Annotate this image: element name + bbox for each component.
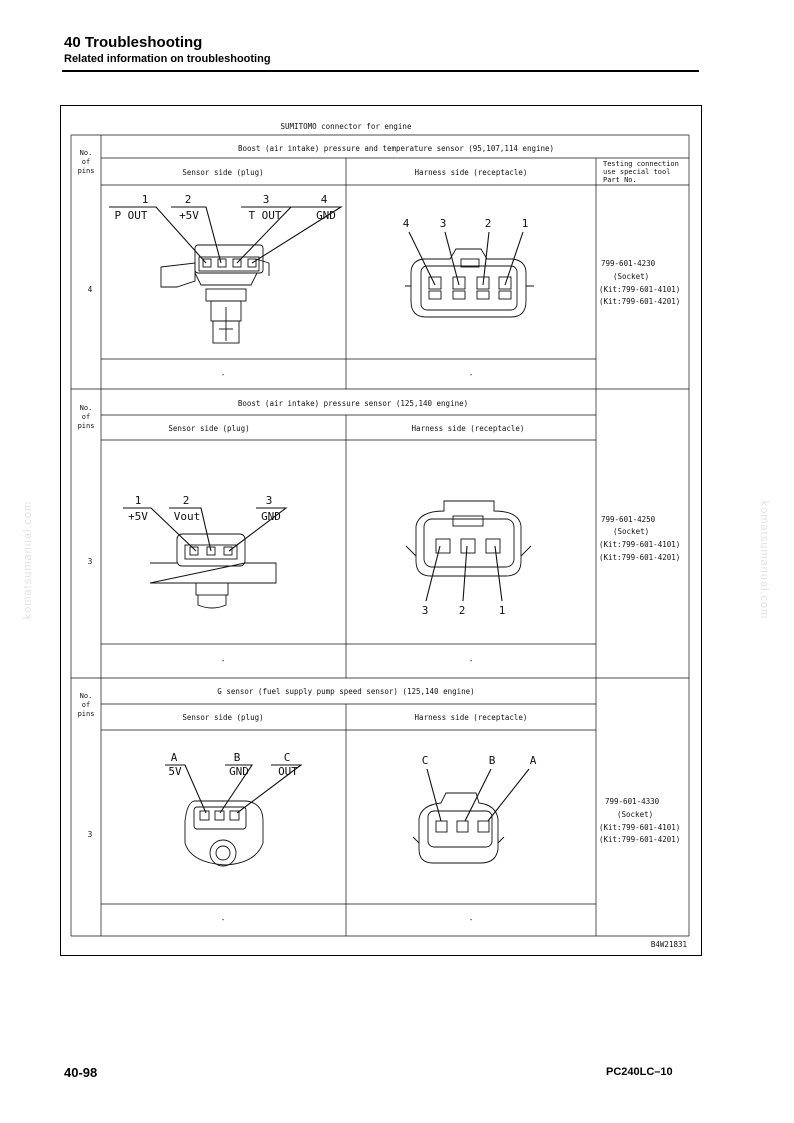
connector-drawing	[61, 106, 701, 955]
section-2-sensor-note: -	[220, 656, 226, 665]
section-2-receptacle-drawing	[406, 501, 531, 617]
section-1-headers	[78, 144, 679, 184]
col-no-pins-1: No.	[79, 149, 93, 157]
plug-label: OUT	[278, 765, 298, 778]
plug-number: A	[170, 751, 178, 764]
part-number: 799-601-4230	[601, 259, 656, 268]
col-testing-3: Part No.	[603, 176, 637, 184]
col-testing-2: use special tool	[603, 168, 671, 176]
page-number: 40-98	[64, 1065, 98, 1080]
plug-label: GND	[261, 510, 281, 523]
col-no-pins-1: No.	[79, 692, 93, 700]
section-2-part-numbers	[599, 515, 680, 562]
plug-number: 2	[182, 494, 190, 507]
section-2-headers	[78, 399, 525, 433]
part-number: 799-601-4250	[601, 515, 656, 524]
chapter-title: 40 Troubleshooting	[64, 34, 203, 51]
col-testing-1: Testing connection	[603, 160, 679, 168]
section-3-plug-drawing	[165, 751, 301, 866]
receptacle-number: A	[529, 754, 537, 767]
section-3-receptacle-drawing	[413, 754, 537, 863]
receptacle-number: 2	[458, 604, 466, 617]
plug-number: B	[233, 751, 241, 764]
plug-label: Vout	[173, 510, 201, 523]
plug-label: P OUT	[114, 209, 148, 222]
receptacle-number: 4	[402, 217, 410, 230]
plug-label: GND	[229, 765, 249, 778]
section-subtitle: Related information on troubleshooting	[64, 53, 271, 65]
plug-number: 3	[265, 494, 273, 507]
plug-number: 3	[262, 193, 270, 206]
section-3-harness-side: Harness side (receptacle)	[414, 713, 528, 722]
part-number: (Kit:799-601-4201)	[599, 553, 681, 562]
section-2-sensor-side: Sensor side (plug)	[168, 424, 250, 433]
plug-label: T OUT	[248, 209, 282, 222]
part-number: (Kit:799-601-4201)	[599, 297, 681, 306]
model-name: PC240LC–10	[606, 1066, 673, 1078]
part-number: (Kit:799-601-4101)	[599, 823, 681, 832]
section-2-pin-count: 3	[87, 557, 93, 566]
plug-number: 4	[320, 193, 328, 206]
plug-number: C	[283, 751, 291, 764]
plug-label: 5V	[168, 765, 182, 778]
section-1-part-numbers	[599, 259, 680, 306]
section-3-headers	[78, 687, 528, 722]
section-1-pin-count: 4	[87, 285, 93, 294]
col-no-pins-3: pins	[77, 710, 95, 718]
plug-number: 2	[184, 193, 192, 206]
col-no-pins-3: pins	[77, 422, 95, 430]
col-no-pins-2: of	[81, 158, 91, 166]
section-1-harness-note: -	[468, 370, 474, 379]
col-no-pins-2: of	[81, 413, 91, 421]
part-number: (Socket)	[613, 272, 650, 281]
receptacle-number: C	[421, 754, 429, 767]
col-no-pins-1: No.	[79, 404, 93, 412]
plug-label: +5V	[179, 209, 199, 222]
section-1-title: Boost (air intake) pressure and temperature sensor (95,107,114 engine)	[237, 144, 555, 153]
section-2-harness-side: Harness side (receptacle)	[411, 424, 525, 433]
drawing-code: B4W21831	[650, 940, 687, 949]
receptacle-number: 1	[521, 217, 529, 230]
plug-number: 1	[141, 193, 149, 206]
drawing-main-title: SUMITOMO connector for engine	[280, 122, 412, 131]
col-no-pins-2: of	[81, 701, 91, 709]
plug-number: 1	[134, 494, 142, 507]
section-1-sensor-note: -	[220, 370, 226, 379]
watermark-left: komatsumanual.com	[22, 500, 34, 620]
section-3-sensor-note: -	[220, 915, 226, 924]
section-2-plug-drawing	[123, 494, 286, 608]
receptacle-number: 3	[421, 604, 429, 617]
watermark-right: komatsumanual.com	[758, 500, 770, 620]
section-3-harness-note: -	[468, 915, 474, 924]
section-3-pin-count: 3	[87, 830, 93, 839]
col-no-pins-3: pins	[77, 167, 95, 175]
receptacle-number: 2	[484, 217, 492, 230]
plug-label: GND	[316, 209, 336, 222]
receptacle-number: B	[488, 754, 496, 767]
section-3-title: G sensor (fuel supply pump speed sensor) (125,140 engine)	[217, 687, 475, 696]
section-1-sensor-side: Sensor side (plug)	[182, 168, 264, 177]
section-2-harness-note: -	[468, 656, 474, 665]
receptacle-number: 3	[439, 217, 447, 230]
part-number: 799-601-4330	[605, 797, 660, 806]
header-rule	[62, 70, 699, 72]
part-number: (Kit:799-601-4201)	[599, 835, 681, 844]
section-1-receptacle-drawing	[403, 217, 534, 317]
drawing-frame	[60, 105, 702, 956]
section-1-harness-side: Harness side (receptacle)	[414, 168, 528, 177]
section-3-sensor-side: Sensor side (plug)	[182, 713, 264, 722]
part-number: (Socket)	[613, 527, 650, 536]
part-number: (Socket)	[617, 810, 654, 819]
part-number: (Kit:799-601-4101)	[599, 540, 681, 549]
section-2-title: Boost (air intake) pressure sensor (125,140 engine)	[237, 399, 469, 408]
section-3-part-numbers	[599, 797, 680, 844]
receptacle-number: 1	[498, 604, 506, 617]
section-1-plug-drawing	[109, 193, 341, 343]
plug-label: +5V	[128, 510, 148, 523]
part-number: (Kit:799-601-4101)	[599, 285, 681, 294]
table-grid	[71, 135, 689, 936]
